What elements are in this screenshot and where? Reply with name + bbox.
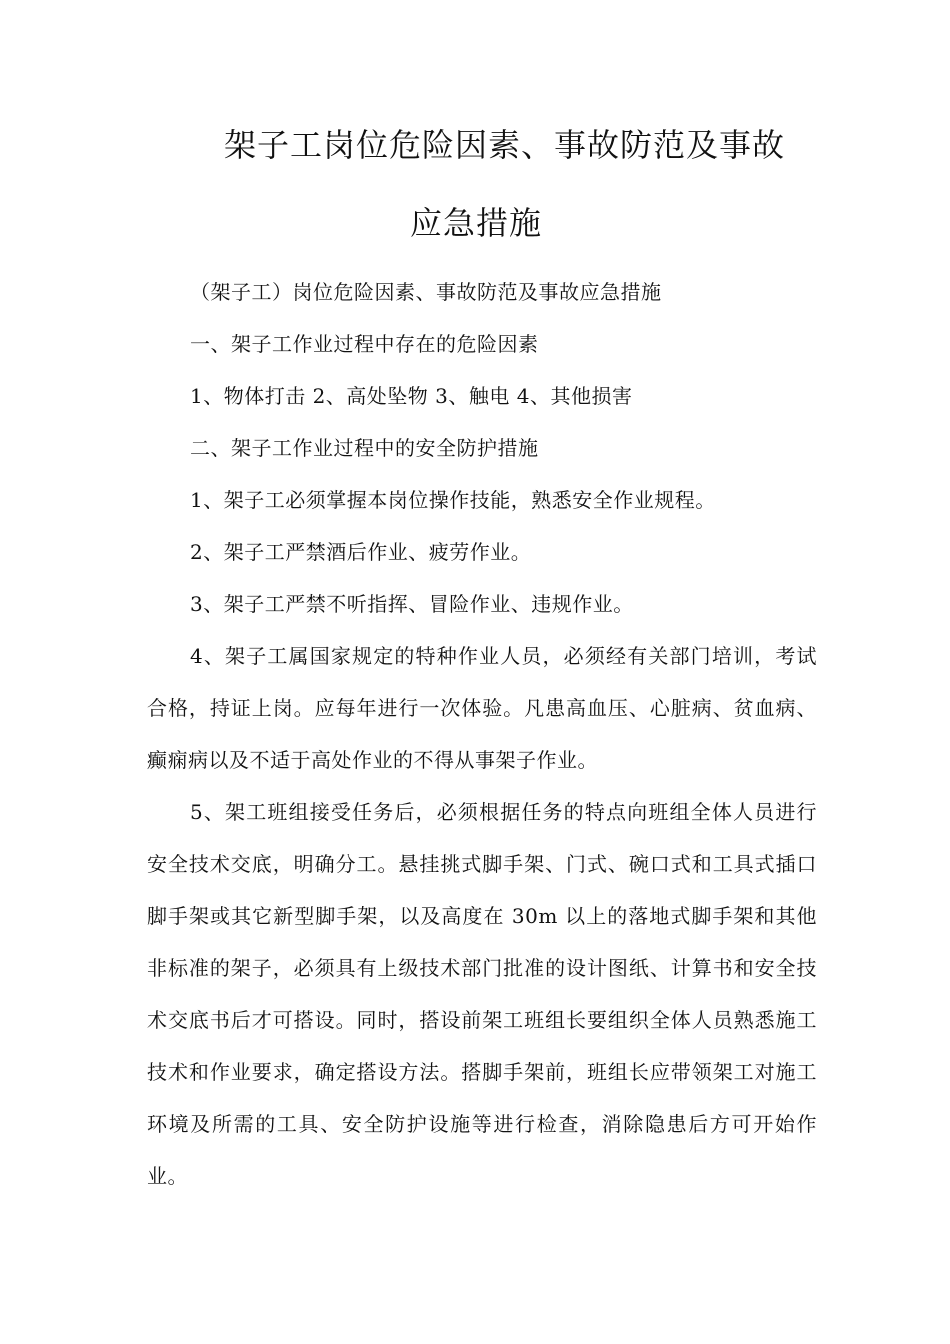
document-subtitle: （架子工）岗位危险因素、事故防范及事故应急措施	[190, 280, 662, 304]
section-1-items: 1、物体打击 2、高处坠物 3、触电 4、其他损害	[190, 384, 633, 408]
section-2-heading: 二、架子工作业过程中的安全防护措施	[190, 436, 539, 460]
measure-item-2: 2、架子工严禁酒后作业、疲劳作业。	[190, 540, 532, 564]
measure-item-1: 1、架子工必须掌握本岗位操作技能，熟悉安全作业规程。	[190, 488, 716, 512]
measure-item-4: 4、架子工属国家规定的特种作业人员，必须经有关部门培训，考试合格，持证上岗。应每年进行一次体验。凡患高血压、心脏病、贫血病、癫痫病以及不适于高处作业的不得从事架子作业。	[147, 644, 817, 772]
section-1-heading: 一、架子工作业过程中存在的危险因素	[190, 332, 539, 356]
measure-item-5: 5、架工班组接受任务后，必须根据任务的特点向班组全体人员进行安全技术交底，明确分工。悬挂挑式脚手架、门式、碗口式和工具式插口脚手架或其它新型脚手架，以及高度在 30m 以上的落地式脚手架和其他非标准的架子，必须具有上级技术部门批准的设计图纸、计算书和安全技术交底书后才可搭设。同时，搭设前架工班组长要组织全体人员熟悉施工技术和作业要求，确定搭设方法。搭脚手架前，班组长应带领架工对施工环境及所需的工具、安全防护设施等进行检查，消除隐患后方可开始作业。	[147, 800, 817, 1188]
document-title-line-2: 应急措施	[410, 204, 543, 242]
measure-item-3: 3、架子工严禁不听指挥、冒险作业、违规作业。	[190, 592, 634, 616]
document-title-line-1: 架子工岗位危险因素、事故防范及事故	[224, 126, 786, 164]
